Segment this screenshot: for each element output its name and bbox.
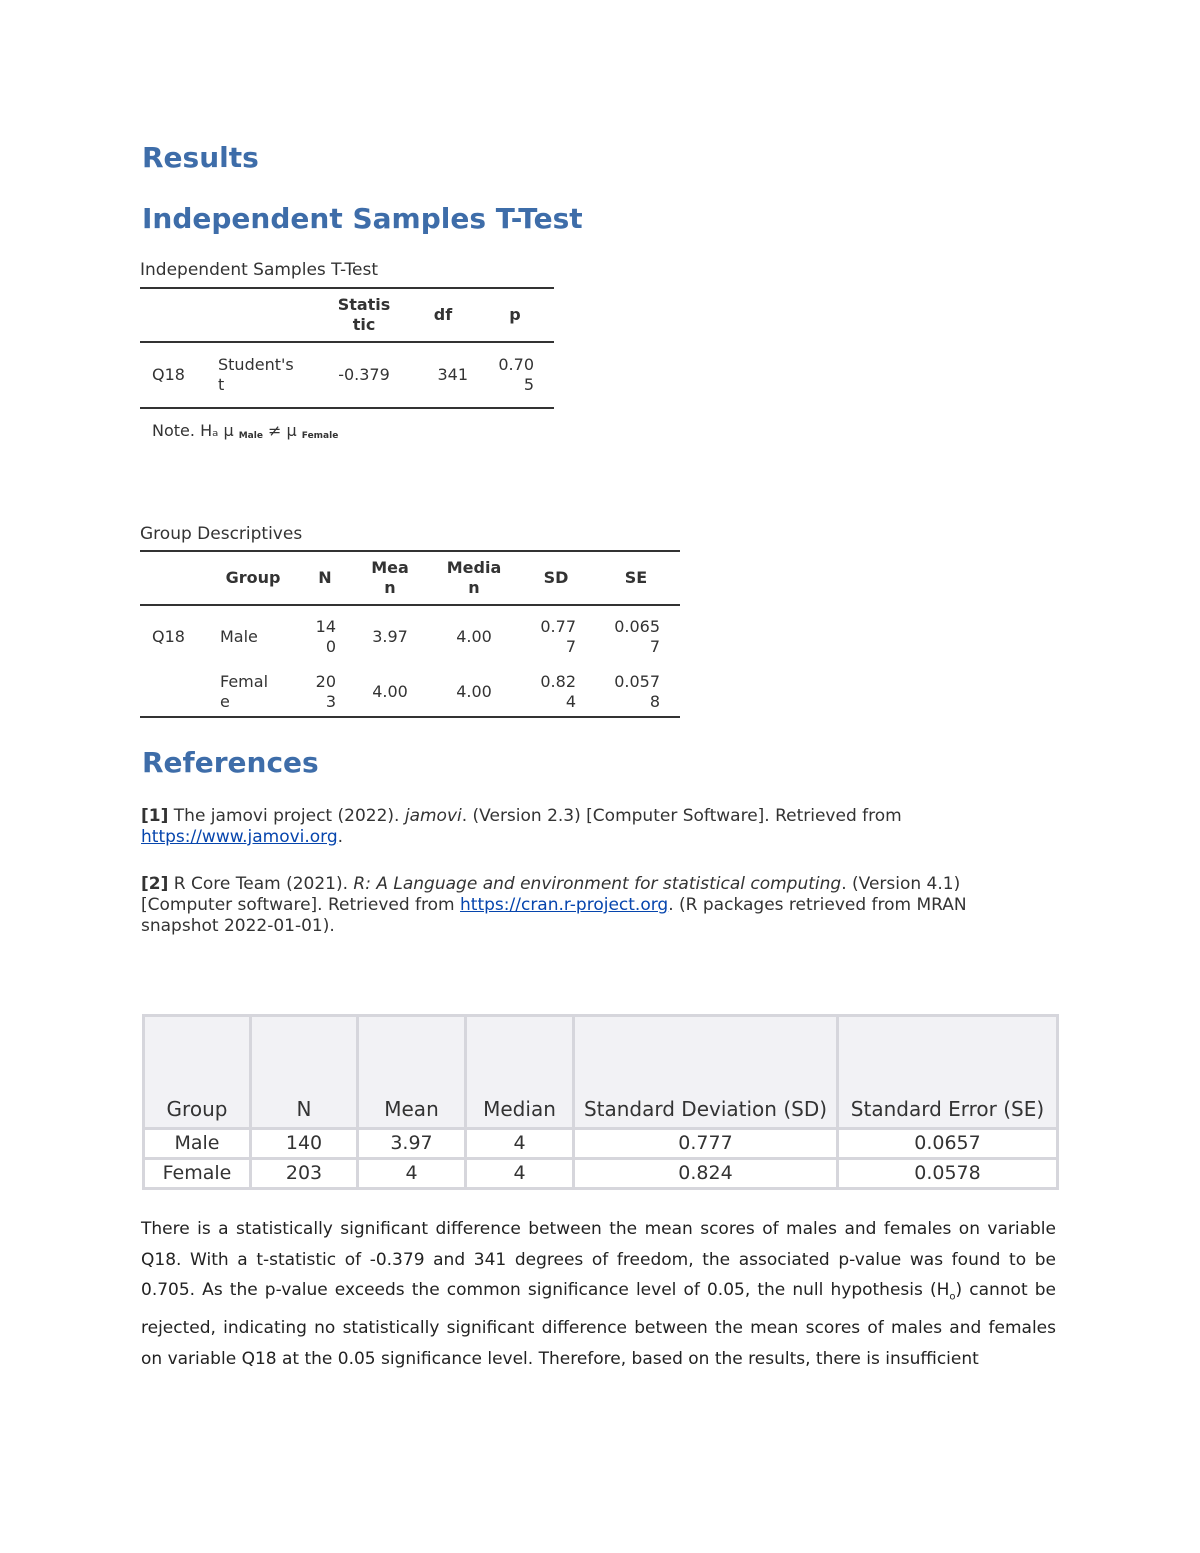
summary-cell: 0.0578: [838, 1159, 1058, 1189]
note-sub-female: Female: [301, 431, 339, 441]
note-label: Note.: [152, 421, 195, 440]
table-row: [140, 605, 680, 667]
summary-cell: 140: [251, 1129, 358, 1159]
summary-cell: 4: [466, 1159, 574, 1189]
ttest-header-p: p: [476, 288, 554, 342]
reference-link[interactable]: https://cran.r-project.org: [460, 895, 669, 915]
ttest-caption: Independent Samples T-Test: [140, 260, 379, 280]
desc-cell-n: 140: [315, 616, 336, 656]
table-row: [144, 1129, 1058, 1159]
reference-title: R: A Language and environment for statistical computing: [353, 874, 842, 894]
descriptives-caption: Group Descriptives: [140, 524, 303, 544]
table-row: [140, 667, 680, 717]
paragraph-text: There is a statistically significant difference between the mean scores of males and females on variable Q18. With a t-statistic of -0.379 and 341 degrees of freedom, the associated p-value was found to be 0.705. As the p-value exceeds the common significance level of 0.05, the null hypothesis (H: [141, 1219, 1056, 1301]
desc-cell-se: 0.0657: [614, 616, 660, 656]
desc-cell-variable: Q18: [152, 626, 185, 646]
summary-header-sd: Standard Deviation (SD): [574, 1016, 838, 1129]
paragraph-subscript: o: [949, 1291, 956, 1303]
note-text: Hₐ μ: [200, 421, 234, 440]
desc-header-sd: SD: [520, 551, 592, 605]
reference-text: .: [337, 827, 344, 847]
paragraph-text: ) cannot be rejected, indicating no statistically significant difference between the mean scores of males and females on variable Q18 at the 0.05 significance level. Therefore, based on the results, there is insufficient: [141, 1280, 1056, 1369]
summary-cell: Male: [144, 1129, 251, 1159]
desc-cell-variable: [140, 667, 208, 717]
ttest-header: [208, 288, 318, 342]
summary-header-se: Standard Error (SE): [838, 1016, 1058, 1129]
desc-cell-sd: 0.824: [520, 667, 592, 717]
reference-text: The jamovi project (2022).: [173, 806, 400, 826]
summary-cell: 4: [466, 1129, 574, 1159]
summary-cell: 203: [251, 1159, 358, 1189]
desc-header-group: Group: [208, 551, 298, 605]
desc-header-se: SE: [592, 551, 680, 605]
desc-cell-median: 4.00: [456, 626, 492, 646]
desc-header: [140, 551, 208, 605]
desc-header-median: Median: [428, 551, 520, 605]
reference-link[interactable]: https://www.jamovi.org: [141, 827, 338, 847]
ttest-header-statistic: Statistic: [318, 288, 410, 342]
summary-cell: 0.0657: [838, 1129, 1058, 1159]
reference-text: . (Version 4.1) [Computer software]. Retrieved from: [141, 874, 961, 915]
ttest-cell-variable: Q18: [140, 342, 208, 408]
reference-text: . (Version 2.3) [Computer Software]. Retrieved from: [461, 806, 902, 826]
summary-cell: 0.824: [574, 1159, 838, 1189]
summary-cell: 0.777: [574, 1129, 838, 1159]
summary-header-mean: Mean: [358, 1016, 466, 1129]
desc-cell-mean: 4.00: [352, 667, 428, 717]
reference-item-1: [141, 806, 1041, 848]
reference-text: R Core Team (2021).: [173, 874, 349, 894]
ttest-table: [140, 287, 554, 409]
summary-header-group: Group: [144, 1016, 251, 1129]
reference-text: . (R packages retrieved from MRAN snapshot 2022-01-01).: [141, 895, 967, 936]
summary-cell: Female: [144, 1159, 251, 1189]
desc-cell-n: 203: [298, 667, 352, 717]
ttest-cell-test: Student's t: [208, 342, 318, 408]
ttest-cell-df: 341: [410, 342, 476, 408]
desc-header-mean: Mean: [352, 551, 428, 605]
desc-cell-sd: 0.777: [540, 616, 576, 656]
summary-table: [142, 1014, 1059, 1190]
desc-cell-group: Female: [208, 667, 298, 717]
summary-header-n: N: [251, 1016, 358, 1129]
reference-number: [1]: [141, 806, 169, 826]
references-heading: References: [142, 746, 319, 779]
reference-number: [2]: [141, 874, 169, 894]
ttest-header-df: df: [410, 288, 476, 342]
reference-item-2: [141, 874, 1041, 937]
ttest-cell-statistic: -0.379: [318, 342, 410, 408]
table-row: [144, 1159, 1058, 1189]
desc-cell-group: Male: [220, 626, 258, 646]
desc-cell-median: 4.00: [428, 667, 520, 717]
desc-header-n: N: [298, 551, 352, 605]
ttest-cell-p: 0.705: [476, 342, 554, 408]
note-neq: ≠ μ: [268, 421, 297, 440]
note-sub-male: Male: [238, 431, 263, 441]
results-heading: Results: [142, 141, 259, 174]
descriptives-table: [140, 550, 680, 718]
summary-header-median: Median: [466, 1016, 574, 1129]
conclusion-paragraph: [141, 1214, 1056, 1374]
ttest-note: [152, 421, 338, 441]
table-row: [140, 342, 554, 408]
section-heading: Independent Samples T-Test: [142, 202, 583, 235]
summary-cell: 4: [358, 1159, 466, 1189]
desc-cell-mean: 3.97: [372, 626, 408, 646]
desc-cell-se: 0.0578: [592, 667, 680, 717]
reference-title: jamovi: [404, 806, 462, 826]
summary-cell: 3.97: [358, 1129, 466, 1159]
ttest-header: [140, 288, 208, 342]
